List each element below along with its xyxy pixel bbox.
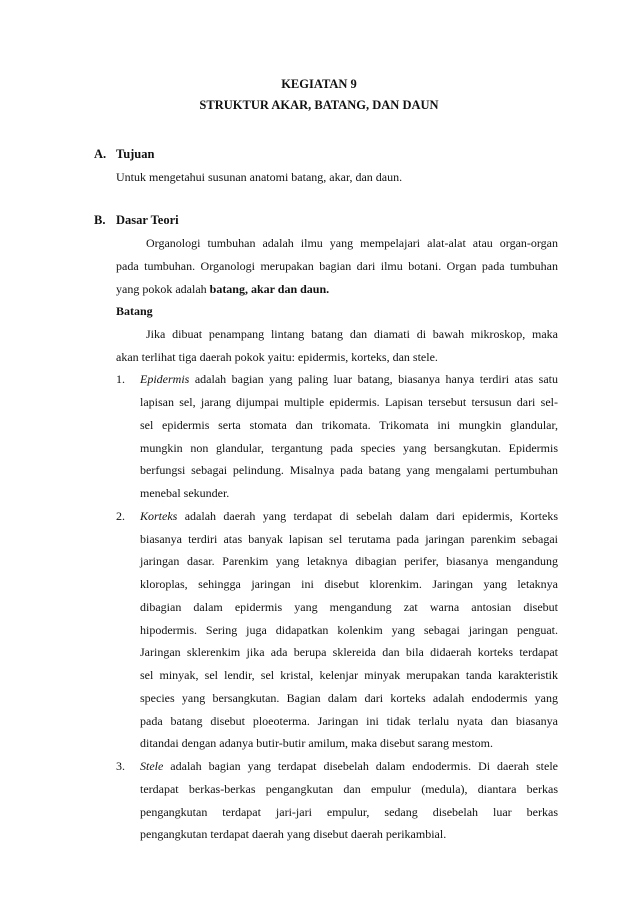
theory-p1-text: yang pokok adalah: [116, 282, 210, 296]
list-item-korteks-line: hipodermis. Sering juga didapatkan kolenkim yang sebagai jaringan penguat.: [140, 623, 558, 637]
term-stele: Stele: [140, 759, 164, 773]
subheading-batang: Batang: [116, 304, 153, 318]
section-b-letter: B.: [94, 213, 106, 227]
list-number: 3.: [116, 759, 125, 773]
list-item-korteks-line: species yang bersangkutan. Bagian dalam dari korteks adalah endodermis yang: [140, 691, 558, 705]
list-number: 2.: [116, 509, 125, 523]
list-item-korteks-line: ditandai dengan adanya butir-butir amilum, maka disebut sarang mestom.: [140, 736, 493, 750]
list-item-korteks-line: biasanya terdiri atas banyak lapisan sel terutama pada jaringan parenkim sebagai: [140, 532, 558, 546]
theory-p1-bold: batang, akar dan daun.: [209, 282, 330, 296]
tujuan-text: Untuk mengetahui susunan anatomi batang, akar, dan daun.: [116, 170, 403, 184]
term-epidermis: Epidermis: [140, 372, 190, 386]
theory-p1-line: [116, 282, 329, 297]
page-title: STRUKTUR AKAR, BATANG, DAN DAUN: [199, 98, 439, 112]
list-item-epidermis-line: sel epidermis serta stomata dan trikomata. Trikomata ini mungkin glandular,: [140, 418, 558, 432]
section-b-title: Dasar Teori: [116, 213, 179, 227]
section-a-letter: A.: [94, 147, 107, 161]
list-item-korteks-line: Jaringan sklerenkim jika ada berupa sklereida dan bila didaerah korteks terdapat: [140, 645, 558, 659]
list-item-korteks-line: jaringan dasar. Parenkim yang letaknya dibagian perifer, biasanya mengandung: [140, 554, 558, 568]
theory-p1-line: pada tumbuhan. Organologi merupakan bagian dari ilmu botani. Organ pada tumbuhan: [116, 259, 558, 273]
list-item-korteks-line: pada batang disebut ploeoterma. Jaringan ini tidak terlalu nyata dan biasanya: [140, 714, 558, 728]
list-number: 1.: [116, 372, 125, 386]
list-item-korteks-line: sel minyak, sel lendir, sel kristal, kelenjar minyak merupakan tanda karakteristik: [140, 668, 558, 682]
theory-p2-line: Jika dibuat penampang lintang batang dan diamati di bawah mikroskop, maka: [146, 327, 558, 341]
list-item-epidermis-line: [140, 372, 558, 387]
list-item-epidermis-line: mungkin non glandular, tergantung pada species yang bersangkutan. Epidermis: [140, 441, 558, 455]
list-item-epidermis-line: lapisan sel, jarang dijumpai multiple epidermis. Lapisan tersebut tersusun dari sel-: [140, 395, 558, 409]
list-item-epidermis-line: berfungsi sebagai pelindung. Misalnya pada batang yang mengalami pertumbuhan: [140, 463, 558, 477]
list-item-stele-line: pengangkutan terdapat jari-jari empulur, sedang disebelah luar berkas: [140, 805, 558, 819]
list-item-korteks-line: kloroplas, sehingga jaringan ini disebut klorenkim. Jaringan yang letaknya: [140, 577, 558, 591]
list-item-korteks-line: [140, 509, 558, 524]
theory-p1-line: Organologi tumbuhan adalah ilmu yang mempelajari alat-alat atau organ-organ: [146, 236, 558, 250]
list-item-text: adalah daerah yang terdapat di sebelah dalam dari epidermis, Korteks: [177, 509, 558, 523]
list-item-stele-line: terdapat berkas-berkas pengangkutan dan empulur (medula), diantara berkas: [140, 782, 558, 796]
list-item-text: adalah bagian yang paling luar batang, biasanya hanya terdiri atas satu: [189, 372, 558, 386]
list-item-stele-line: [140, 759, 558, 774]
list-item-stele-line: pengangkutan terdapat daerah yang disebut daerah perikambial.: [140, 827, 447, 841]
theory-p2-line: akan terlihat tiga daerah pokok yaitu: epidermis, korteks, dan stele.: [116, 350, 438, 364]
list-item-korteks-line: dibagian dalam epidermis yang mengandung zat warna antosian disebut: [140, 600, 558, 614]
list-item-epidermis-line: menebal sekunder.: [140, 486, 230, 500]
term-korteks: Korteks: [140, 509, 178, 523]
list-item-text: adalah bagian yang terdapat disebelah dalam endodermis. Di daerah stele: [163, 759, 558, 773]
section-a-title: Tujuan: [116, 147, 155, 161]
activity-number: KEGIATAN 9: [281, 77, 357, 91]
